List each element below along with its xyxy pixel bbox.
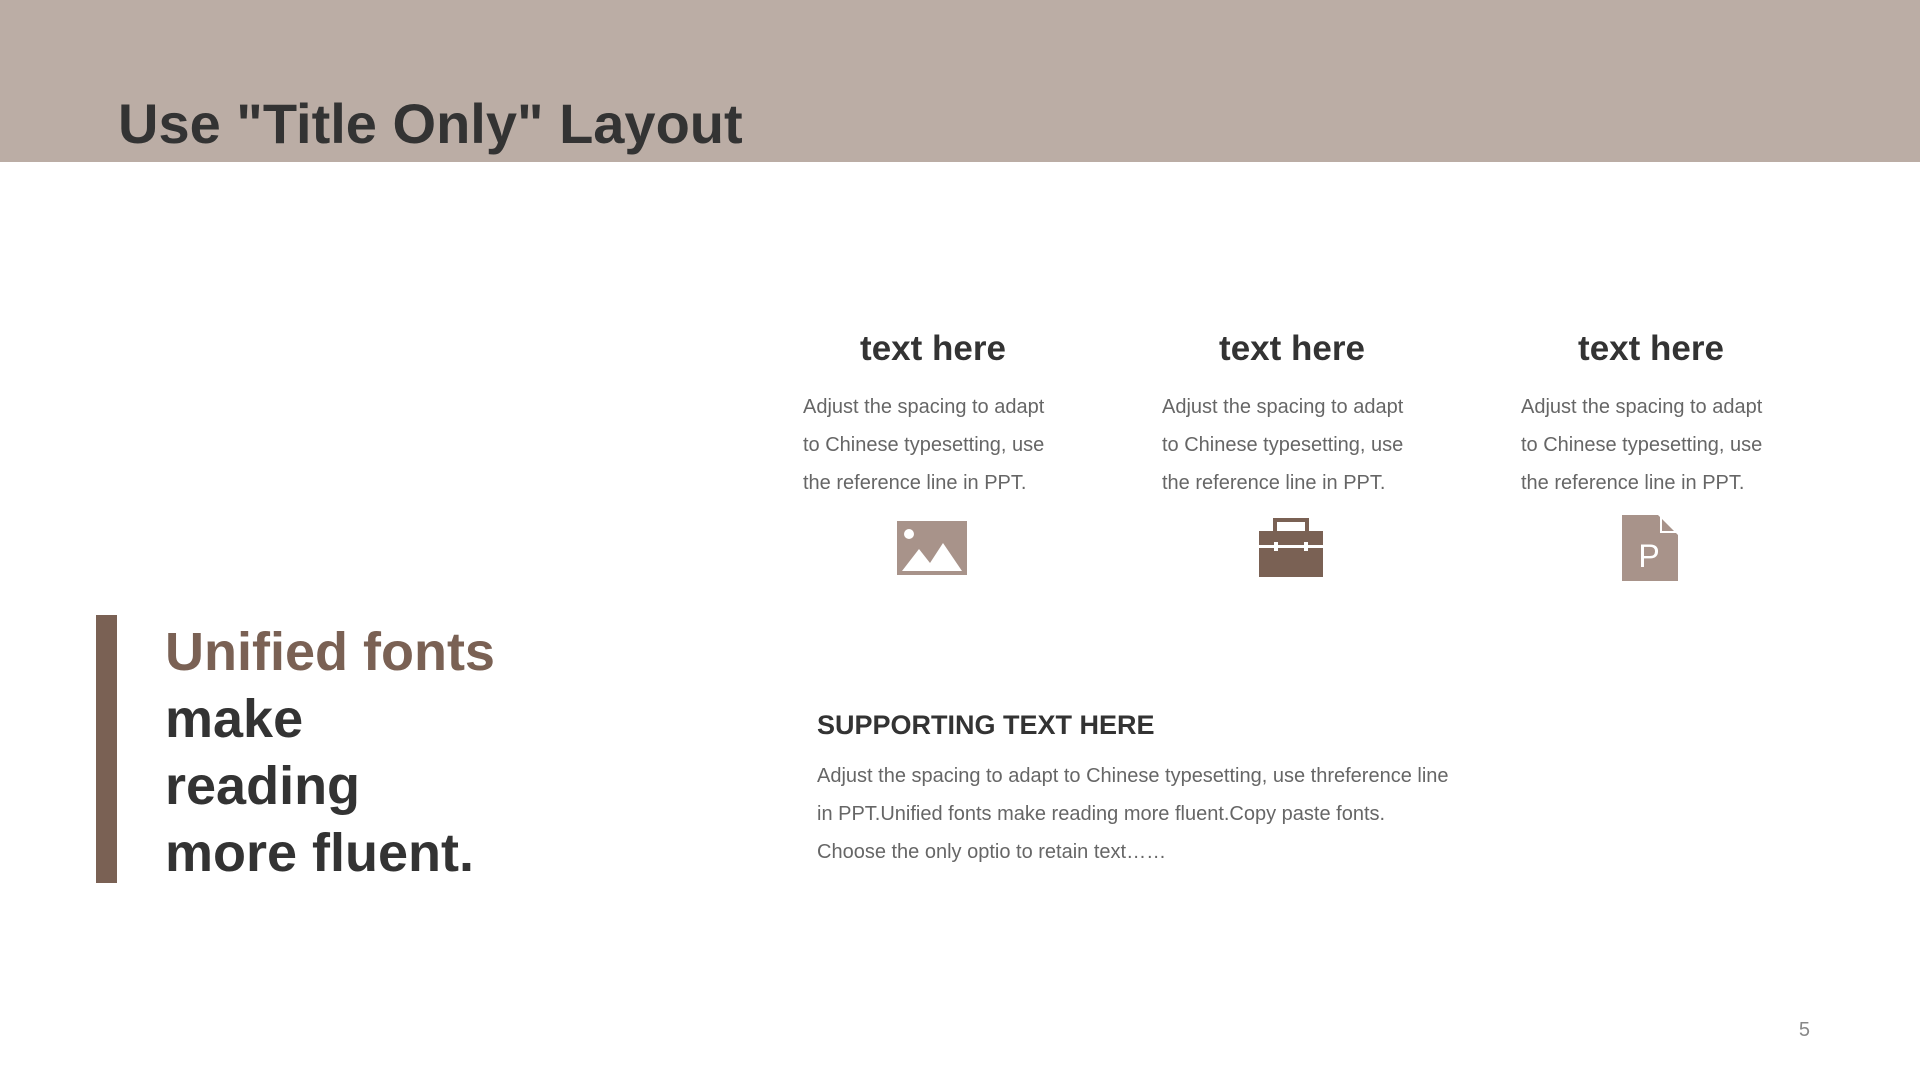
- powerpoint-file-icon: [1610, 514, 1690, 582]
- column-body: [803, 388, 1063, 502]
- briefcase-icon: [1251, 514, 1331, 582]
- feature-column-2: [1162, 326, 1422, 502]
- column-body-line: to Chinese typesetting, use: [1162, 434, 1404, 456]
- page-number: 5: [1798, 1019, 1810, 1041]
- tagline-line: reading: [165, 756, 361, 816]
- column-heading: text here: [860, 329, 1006, 368]
- image-icon: [892, 514, 972, 582]
- column-body-line: the reference line in PPT.: [1521, 472, 1745, 494]
- column-body-line: the reference line in PPT.: [803, 472, 1027, 494]
- supporting-body-line: Choose the only optio to retain text……: [817, 841, 1167, 863]
- column-body-line: to Chinese typesetting, use: [803, 434, 1045, 456]
- file-icon-letter: P: [1638, 538, 1660, 574]
- column-heading: text here: [1578, 329, 1724, 368]
- feature-column-3: [1521, 326, 1781, 502]
- column-body: [1521, 388, 1781, 502]
- tagline-line: more fluent.: [165, 823, 475, 883]
- supporting-body: [817, 757, 1497, 871]
- tagline: [165, 619, 495, 887]
- accent-bar: [96, 615, 117, 883]
- tagline-line: make: [165, 689, 304, 749]
- column-body-line: Adjust the spacing to adapt: [803, 396, 1045, 418]
- supporting-body-line: in PPT.Unified fonts make reading more fluent.Copy paste fonts.: [817, 803, 1386, 825]
- column-body-line: the reference line in PPT.: [1162, 472, 1386, 494]
- column-body-line: to Chinese typesetting, use: [1521, 434, 1763, 456]
- column-heading: text here: [1219, 329, 1365, 368]
- column-body-line: Adjust the spacing to adapt: [1162, 396, 1404, 418]
- column-body-line: Adjust the spacing to adapt: [1521, 396, 1763, 418]
- feature-column-1: [803, 326, 1063, 502]
- supporting-body-line: Adjust the spacing to adapt to Chinese typesetting, use threference line: [817, 765, 1449, 787]
- tagline-accent-line: Unified fonts: [165, 622, 495, 682]
- supporting-heading: SUPPORTING TEXT HERE: [817, 710, 1155, 740]
- column-body: [1162, 388, 1422, 502]
- slide-title: Use "Title Only" Layout: [118, 92, 743, 155]
